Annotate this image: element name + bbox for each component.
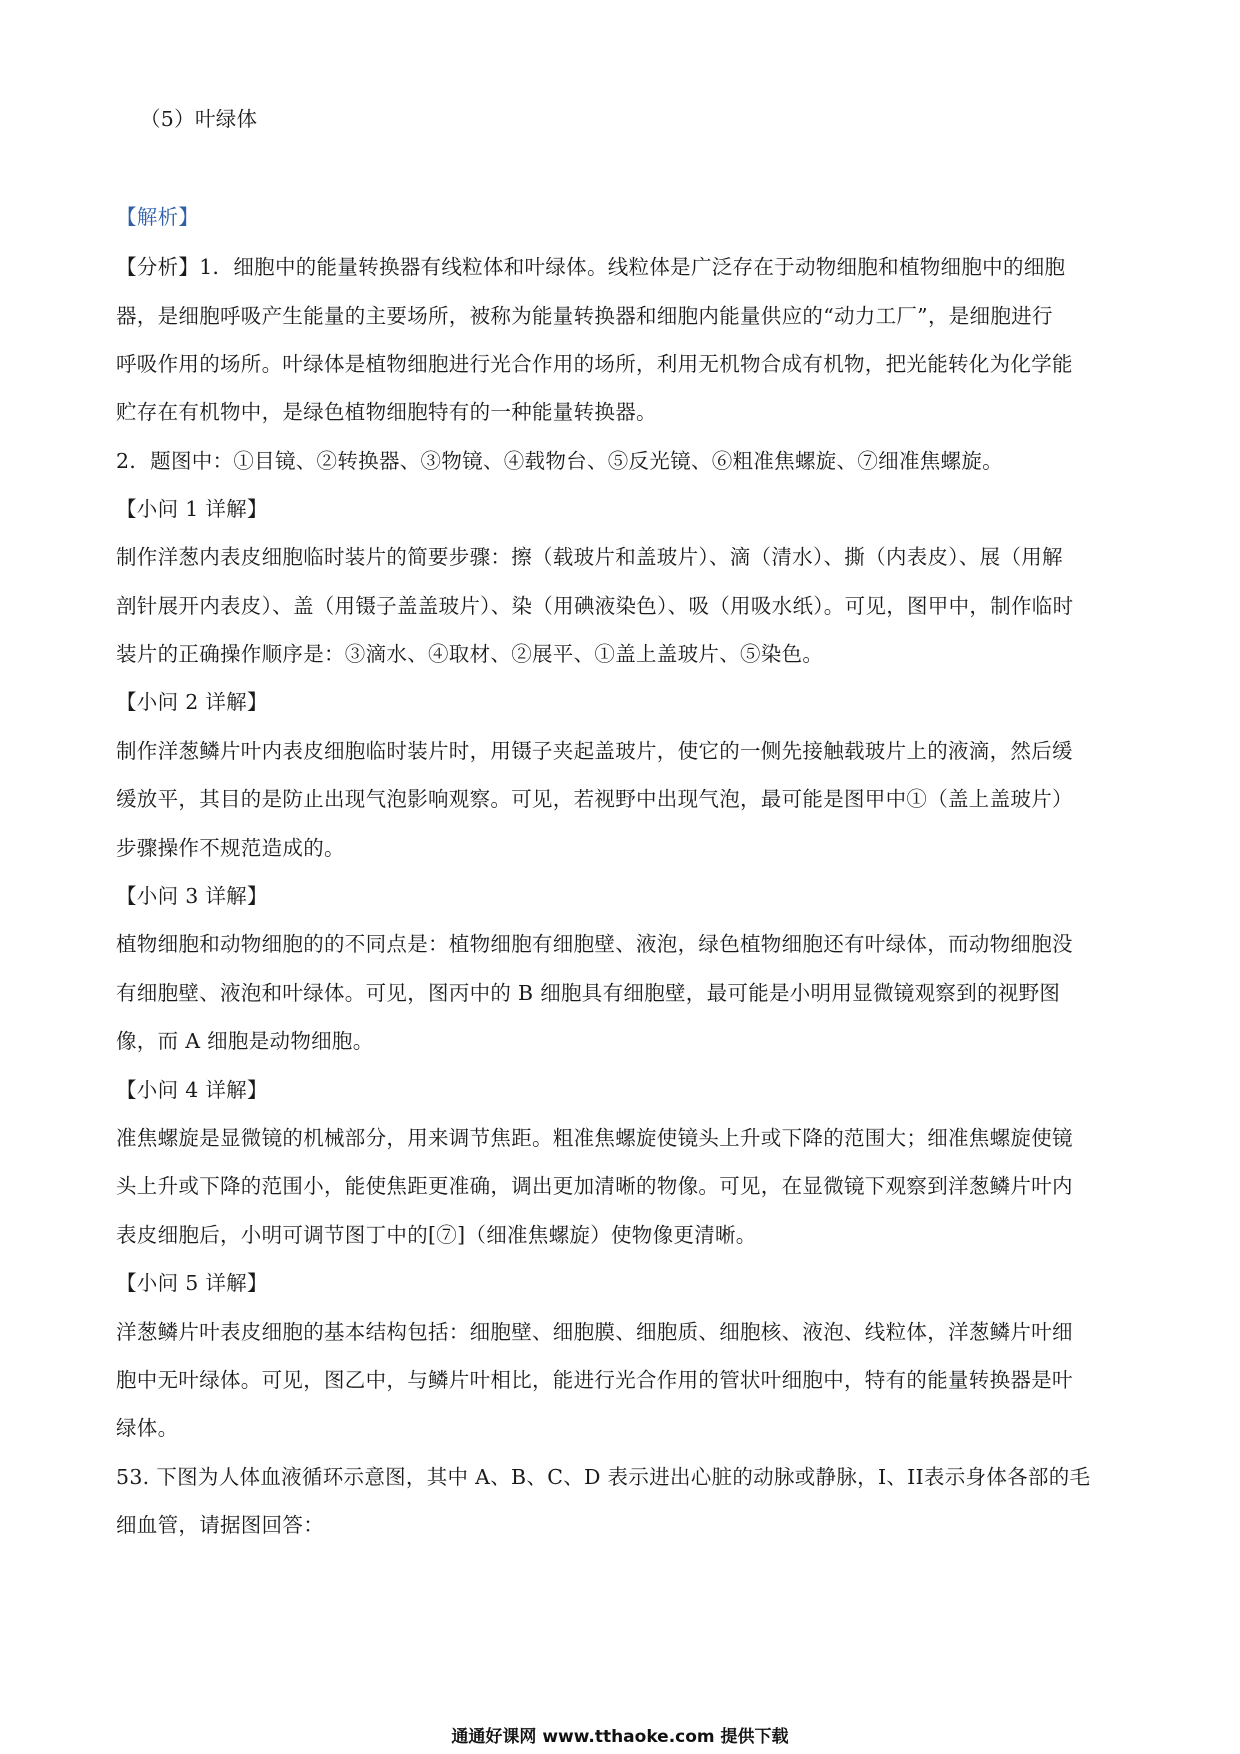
analysis-line: 器，是细胞呼吸产生能量的主要场所，被称为能量转换器和细胞内能量供应的“动力工厂”，是细胞进行 bbox=[116, 304, 1053, 328]
question-53-line: 53. 下图为人体血液循环示意图，其中 A、B、C、D 表示进出心脏的动脉或静脉，I、II表示身体各部的毛 bbox=[116, 1465, 1091, 1489]
q2-heading: 【小问 2 详解】 bbox=[116, 690, 268, 714]
q2-line: 制作洋葱鳞片叶内表皮细胞临时装片时，用镊子夹起盖玻片，使它的一侧先接触载玻片上的液滴，然后缓 bbox=[116, 739, 1073, 763]
q1-line: 制作洋葱内表皮细胞临时装片的简要步骤：擦（载玻片和盖玻片）、滴（清水）、撕（内表皮）、展（用解 bbox=[116, 545, 1063, 569]
analysis-line: 【分析】1．细胞中的能量转换器有线粒体和叶绿体。线粒体是广泛存在于动物细胞和植物细胞中的细胞 bbox=[116, 255, 1066, 279]
q1-heading: 【小问 1 详解】 bbox=[116, 497, 268, 521]
question-53-line: 细血管，请据图回答： bbox=[116, 1513, 324, 1537]
q4-line: 头上升或下降的范围小，能使焦距更准确，调出更加清晰的物像。可见，在显微镜下观察到洋葱鳞片叶内 bbox=[116, 1174, 1073, 1198]
q5-line: 绿体。 bbox=[116, 1416, 179, 1440]
q2-line: 步骤操作不规范造成的。 bbox=[116, 836, 345, 860]
q3-heading: 【小问 3 详解】 bbox=[116, 884, 268, 908]
q1-line: 装片的正确操作顺序是：③滴水、④取材、②展平、①盖上盖玻片、⑤染色。 bbox=[116, 642, 824, 666]
q4-line: 表皮细胞后，小明可调节图丁中的[⑦]（细准焦螺旋）使物像更清晰。 bbox=[116, 1223, 757, 1247]
q3-line: 像，而 A 细胞是动物细胞。 bbox=[116, 1029, 374, 1053]
q4-heading: 【小问 4 详解】 bbox=[116, 1078, 268, 1102]
answer-line: （5）叶绿体 bbox=[140, 107, 258, 131]
analysis-line: 呼吸作用的场所。叶绿体是植物细胞进行光合作用的场所，利用无机物合成有机物，把光能转化为化学能 bbox=[116, 352, 1073, 376]
jiexi-heading: 【解析】 bbox=[116, 205, 200, 229]
q2-line: 缓放平，其目的是防止出现气泡影响观察。可见，若视野中出现气泡，最可能是图甲中①（盖上盖玻片） bbox=[116, 787, 1073, 811]
q1-line: 剖针展开内表皮）、盖（用镊子盖盖玻片）、染（用碘液染色）、吸（用吸水纸）。可见，图甲中，制作临时 bbox=[116, 594, 1074, 618]
q5-line: 胞中无叶绿体。可见，图乙中，与鳞片叶相比，能进行光合作用的管状叶细胞中，特有的能量转换器是叶 bbox=[116, 1368, 1073, 1392]
footer-watermark: 通通好课网 www.tthaoke.com 提供下载 bbox=[451, 1727, 789, 1747]
q5-heading: 【小问 5 详解】 bbox=[116, 1271, 268, 1295]
q3-line: 植物细胞和动物细胞的的不同点是：植物细胞有细胞壁、液泡，绿色植物细胞还有叶绿体，而动物细胞没 bbox=[116, 932, 1073, 956]
analysis-line: 贮存在有机物中，是绿色植物细胞特有的一种能量转换器。 bbox=[116, 400, 657, 424]
q5-line: 洋葱鳞片叶表皮细胞的基本结构包括：细胞壁、细胞膜、细胞质、细胞核、液泡、线粒体，洋葱鳞片叶细 bbox=[116, 1320, 1073, 1344]
analysis-line: 2．题图中：①目镜、②转换器、③物镜、④载物台、⑤反光镜、⑥粗准焦螺旋、⑦细准焦螺旋。 bbox=[116, 449, 1003, 473]
q3-line: 有细胞壁、液泡和叶绿体。可见，图丙中的 B 细胞具有细胞壁，最可能是小明用显微镜观察到的视野图 bbox=[116, 981, 1061, 1005]
q4-line: 准焦螺旋是显微镜的机械部分，用来调节焦距。粗准焦螺旋使镜头上升或下降的范围大；细准焦螺旋使镜 bbox=[116, 1126, 1073, 1150]
